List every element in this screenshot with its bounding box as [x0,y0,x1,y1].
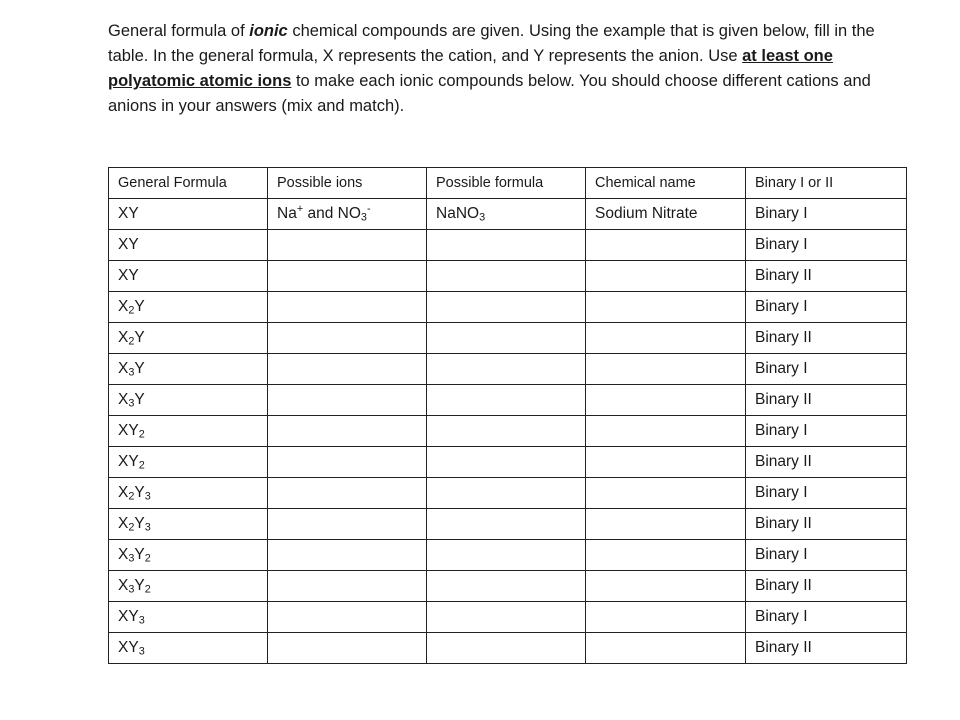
possible-formula-cell[interactable] [427,540,586,571]
formula-anion-subscript: 3 [138,645,145,658]
possible-formula-cell[interactable] [427,602,586,633]
binary-type-cell: Binary I [746,292,907,323]
possible-ions-cell[interactable] [268,571,427,602]
formula-cation-subscript: 2 [128,335,135,348]
row-general-formula [109,478,268,509]
example-ions-conjunction: and [303,205,338,222]
possible-formula-cell[interactable] [427,571,586,602]
formula-anion-subscript: 3 [138,614,145,627]
binary-type-cell: Binary I [746,540,907,571]
formula-anion: Y [134,484,145,501]
chemical-name-cell[interactable] [586,602,746,633]
example-ion1-charge: + [296,203,304,216]
row-general-formula [109,261,268,292]
formula-anion: Y [134,329,145,346]
formula-cation: X [118,236,129,253]
chemical-name-cell[interactable] [586,478,746,509]
binary-type-cell: Binary II [746,571,907,602]
binary-type-cell: Binary II [746,385,907,416]
header-binary-type: Binary I or II [746,168,907,199]
row-general-formula [109,633,268,664]
row-general-formula [109,540,268,571]
example-row [109,199,907,230]
formula-cation-subscript: 3 [128,583,135,596]
chemical-name-cell[interactable] [586,509,746,540]
table-row [109,261,907,292]
possible-ions-cell[interactable] [268,509,427,540]
example-ion2-charge: - [366,203,371,216]
formula-cation: X [118,360,129,377]
formula-anion-subscript: 2 [138,428,145,441]
chemical-name-cell[interactable] [586,323,746,354]
formula-anion-subscript: 3 [144,521,151,534]
possible-ions-cell[interactable] [268,447,427,478]
formula-cation-subscript: 3 [128,366,135,379]
possible-formula-cell[interactable] [427,385,586,416]
row-general-formula [109,509,268,540]
formula-cation: X [118,639,129,656]
possible-formula-cell[interactable] [427,261,586,292]
instructions-text-1: General formula of [108,22,250,40]
binary-type-cell: Binary II [746,261,907,292]
instructions-emphasis-ionic: ionic [249,22,288,40]
example-formula-base: NaNO [436,205,480,222]
formula-cation: X [118,391,129,408]
formula-cation-subscript: 3 [128,552,135,565]
example-binary-type: Binary I [746,199,907,230]
chemical-name-cell[interactable] [586,571,746,602]
row-general-formula [109,416,268,447]
chemical-name-cell[interactable] [586,385,746,416]
formula-cation: X [118,515,129,532]
chemical-name-cell[interactable] [586,447,746,478]
formula-cation: X [118,546,129,563]
possible-formula-cell[interactable] [427,416,586,447]
table-row [109,571,907,602]
formula-anion: Y [128,236,139,253]
table-row [109,447,907,478]
chemical-name-cell[interactable] [586,354,746,385]
formula-cation: X [118,577,129,594]
header-chemical-name: Chemical name [586,168,746,199]
row-general-formula [109,602,268,633]
table-row [109,323,907,354]
formula-anion-subscript: 3 [144,490,151,503]
formula-cation-subscript: 2 [128,521,135,534]
formula-cation: X [118,422,129,439]
possible-ions-cell[interactable] [268,292,427,323]
possible-formula-cell[interactable] [427,230,586,261]
table-row [109,478,907,509]
formula-anion-subscript: 2 [138,459,145,472]
binary-type-cell: Binary II [746,509,907,540]
row-general-formula [109,385,268,416]
possible-ions-cell[interactable] [268,416,427,447]
row-general-formula [109,447,268,478]
formula-anion-subscript: 2 [144,552,151,565]
table-row [109,509,907,540]
chemical-name-cell[interactable] [586,230,746,261]
formula-cation: X [118,329,129,346]
instructions-text-3: to make each ionic compounds below. You should choose different cations and anions in your answers (mix and match). [108,72,871,115]
example-formula-subscript: 3 [479,211,486,224]
binary-type-cell: Binary I [746,478,907,509]
formula-anion: Y [134,577,145,594]
chemical-name-cell[interactable] [586,261,746,292]
example-possible-formula[interactable] [427,199,586,230]
table-row [109,292,907,323]
binary-type-cell: Binary I [746,602,907,633]
table-row [109,540,907,571]
row-general-formula [109,323,268,354]
table-row [109,354,907,385]
possible-formula-cell[interactable] [427,354,586,385]
example-chemical-name[interactable]: Sodium Nitrate [586,199,746,230]
row-general-formula [109,354,268,385]
example-ion1-base: Na [277,205,297,222]
formula-cation: X [118,484,129,501]
example-ion2-base: NO [337,205,361,222]
formula-anion: Y [128,639,139,656]
table-row [109,633,907,664]
possible-formula-cell[interactable] [427,633,586,664]
possible-ions-cell[interactable] [268,230,427,261]
table-header-row [109,168,907,199]
possible-ions-cell[interactable] [268,540,427,571]
possible-ions-cell[interactable] [268,385,427,416]
formula-anion: Y [134,360,145,377]
binary-type-cell: Binary I [746,230,907,261]
formula-anion: Y [128,608,139,625]
instructions-text-2: chemical compounds are given. Using the example that is given below, fill in the table. In the general formula, X represents the cation, and Y represents the anion. Use [108,22,875,65]
possible-formula-cell[interactable] [427,323,586,354]
possible-formula-cell[interactable] [427,292,586,323]
formula-anion: Y [134,298,145,315]
table-row [109,230,907,261]
formula-cation: X [118,608,129,625]
table-row [109,416,907,447]
possible-formula-cell[interactable] [427,509,586,540]
row-general-formula [109,292,268,323]
header-possible-formula: Possible formula [427,168,586,199]
possible-formula-cell[interactable] [427,478,586,509]
possible-formula-cell[interactable] [427,447,586,478]
chemical-name-cell[interactable] [586,633,746,664]
possible-ions-cell[interactable] [268,323,427,354]
formula-cation-subscript: 2 [128,490,135,503]
binary-type-cell: Binary I [746,416,907,447]
header-general-formula: General Formula [109,168,268,199]
formula-anion: Y [134,515,145,532]
binary-type-cell: Binary II [746,633,907,664]
table-row [109,602,907,633]
chemical-name-cell[interactable] [586,416,746,447]
instructions-paragraph [108,19,898,119]
formula-anion: Y [134,391,145,408]
example-possible-ions[interactable] [268,199,427,230]
formula-cation: X [118,298,129,315]
possible-ions-cell[interactable] [268,261,427,292]
binary-type-cell: Binary I [746,354,907,385]
formula-anion: Y [134,546,145,563]
row-general-formula [109,571,268,602]
possible-ions-cell[interactable] [268,354,427,385]
binary-type-cell: Binary II [746,447,907,478]
chemical-name-cell[interactable] [586,292,746,323]
row-general-formula [109,230,268,261]
formula-anion: Y [128,267,139,284]
chemical-name-cell[interactable] [586,540,746,571]
formula-anion-subscript: 2 [144,583,151,596]
possible-ions-cell[interactable] [268,602,427,633]
possible-ions-cell[interactable] [268,633,427,664]
formula-cation-subscript: 2 [128,304,135,317]
formula-cation: X [118,453,129,470]
formula-anion: Y [128,453,139,470]
instructions-emphasis-polyatomic: at least one polyatomic atomic ions [108,47,833,90]
formula-anion: Y [128,422,139,439]
binary-type-cell: Binary II [746,323,907,354]
ionic-compounds-table [108,167,907,664]
formula-cation: X [118,267,129,284]
header-possible-ions: Possible ions [268,168,427,199]
table-row [109,385,907,416]
example-ion2-subscript: 3 [360,211,367,224]
formula-cation-subscript: 3 [128,397,135,410]
possible-ions-cell[interactable] [268,478,427,509]
example-general-formula: XY [109,199,268,230]
